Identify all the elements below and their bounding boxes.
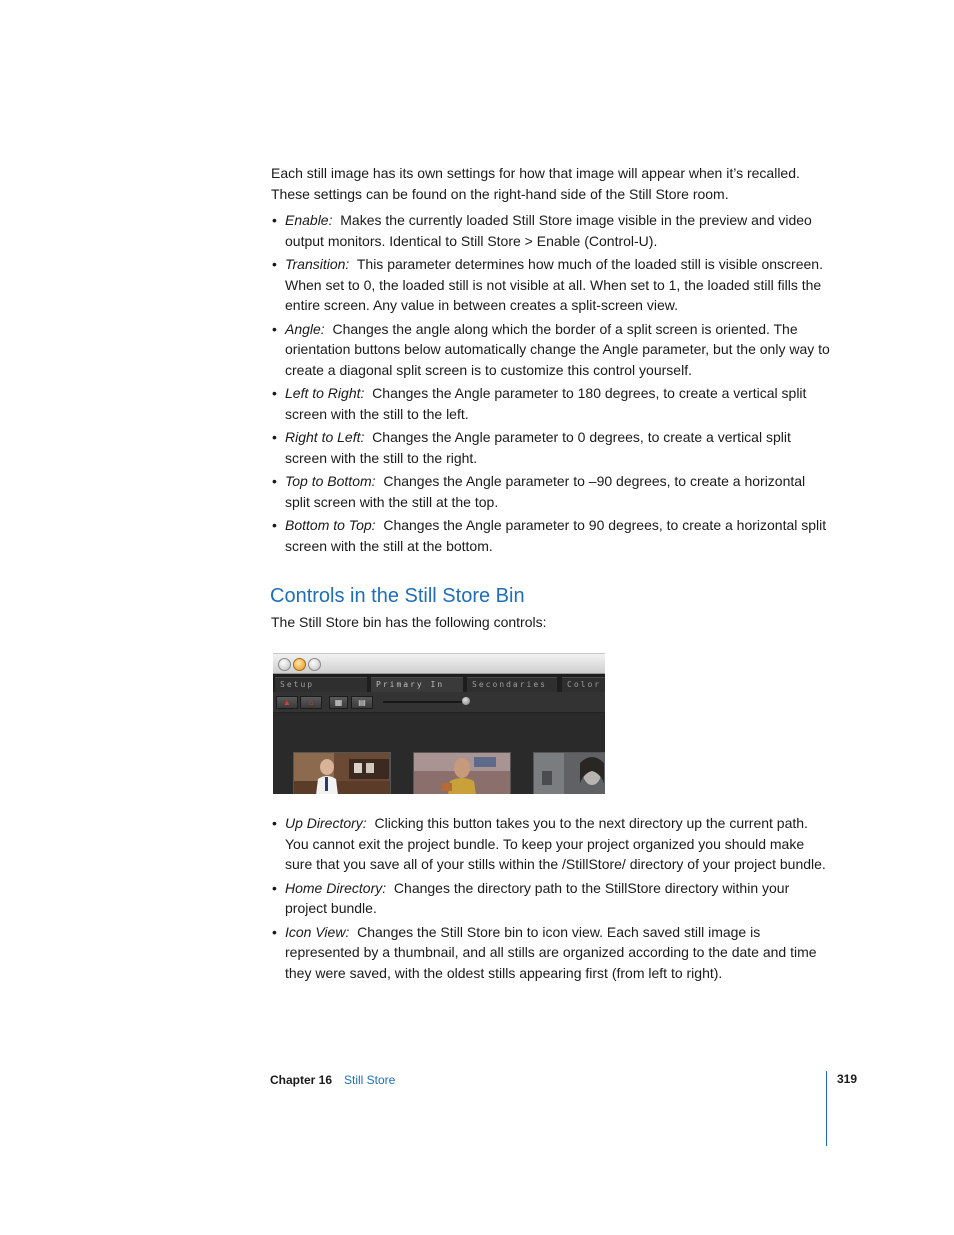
still-image-man bbox=[414, 753, 510, 794]
bin-toolbar bbox=[273, 692, 605, 713]
list-item bbox=[271, 319, 831, 381]
footer-divider bbox=[826, 1071, 827, 1146]
term: Enable: bbox=[285, 212, 333, 228]
room-tabs bbox=[273, 674, 605, 692]
term: Icon View: bbox=[285, 923, 350, 940]
still-image-woman bbox=[534, 753, 605, 794]
still-thumbnail[interactable] bbox=[533, 752, 605, 794]
tab-color-fx[interactable]: Color bbox=[562, 677, 605, 692]
still-image-office bbox=[294, 753, 390, 794]
list-item bbox=[271, 254, 831, 316]
slider-knob[interactable] bbox=[462, 697, 470, 705]
term: Angle: bbox=[285, 320, 325, 337]
list-item bbox=[271, 427, 831, 468]
bin-area bbox=[273, 713, 605, 794]
list-item bbox=[271, 210, 831, 251]
description: Changes the angle along which the border of a split screen is oriented. The orientation buttons below automatically change the Angle parameter, but the only way to create a diagonal split screen is to customize this control yourself. bbox=[285, 320, 830, 378]
description: Changes the Angle parameter to 90 degrees, to create a horizontal split screen with the still at the bottom. bbox=[285, 517, 827, 554]
list-item bbox=[271, 922, 831, 984]
term: Home Directory: bbox=[285, 879, 387, 896]
description: Changes the directory path to the StillStore directory within your project bundle. bbox=[285, 879, 790, 916]
close-button[interactable] bbox=[278, 658, 291, 671]
term: Right to Left: bbox=[285, 429, 365, 445]
icon-view-button[interactable]: ▦ bbox=[329, 696, 348, 709]
home-directory-button[interactable]: ⌂ bbox=[300, 696, 322, 709]
description: Changes the Angle parameter to 0 degrees, to create a vertical split screen with the still to the right. bbox=[285, 429, 791, 466]
zoom-button[interactable] bbox=[308, 658, 321, 671]
term: Left to Right: bbox=[285, 385, 365, 401]
tab-secondaries[interactable]: Secondaries bbox=[467, 677, 557, 692]
intro-paragraph: Each still image has its own settings for how that image will appear when it’s recalled. These settings can be found on the right-hand side of the Still Store room. bbox=[271, 165, 800, 202]
tab-primary-in[interactable]: Primary In bbox=[371, 677, 463, 692]
footer-chapter: Chapter 16 bbox=[270, 1073, 333, 1087]
list-view-button[interactable]: ▤ bbox=[351, 696, 373, 709]
term: Bottom to Top: bbox=[285, 517, 376, 533]
list-item bbox=[271, 471, 831, 512]
still-thumbnail[interactable] bbox=[413, 752, 511, 794]
still-thumbnail[interactable] bbox=[293, 752, 391, 794]
description: Changes the Angle parameter to –90 degrees, to create a horizontal split screen with the still at the top. bbox=[285, 473, 806, 510]
thumbnail-size-slider[interactable] bbox=[383, 701, 467, 703]
controls-list bbox=[271, 813, 831, 983]
description: This parameter determines how much of the loaded still is visible onscreen. When set to 0, the loaded still is not visible at all. When set to 1, the loaded still fills the entire screen. Any value in between creates a split-screen view. bbox=[285, 256, 823, 313]
window-titlebar bbox=[273, 654, 605, 674]
list-item bbox=[271, 515, 831, 556]
term: Up Directory: bbox=[285, 815, 367, 831]
up-directory-button[interactable]: ▲ bbox=[276, 696, 298, 709]
settings-list bbox=[271, 210, 831, 556]
term: Transition: bbox=[285, 256, 350, 272]
footer-section-link[interactable]: Still Store bbox=[344, 1073, 396, 1087]
minimize-button[interactable] bbox=[293, 658, 306, 671]
description: Makes the currently loaded Still Store image visible in the preview and video output monitors. Identical to Still Store > Enable (Control-U). bbox=[285, 212, 812, 249]
section-lead: The Still Store bin has the following controls: bbox=[271, 614, 547, 630]
description: Changes the Still Store bin to icon view. Each saved still image is represented by a thumbnail, and all stills are organized according to the date and time they were saved, with the oldest stills appearing first (from left to right). bbox=[285, 923, 817, 981]
list-item bbox=[271, 383, 831, 424]
list-item bbox=[271, 878, 831, 919]
still-store-bin-screenshot bbox=[273, 653, 605, 794]
term: Top to Bottom: bbox=[285, 473, 376, 489]
page-number: 319 bbox=[837, 1072, 858, 1086]
list-item bbox=[271, 813, 831, 875]
description: Changes the Angle parameter to 180 degrees, to create a vertical split screen with the still to the left. bbox=[285, 385, 807, 422]
tab-setup[interactable]: Setup bbox=[275, 677, 367, 692]
description: Clicking this button takes you to the next directory up the current path. You cannot exit the project bundle. To keep your project organized you should make sure that you save all of your stills within the /StillStore/ directory of your project bundle. bbox=[285, 815, 826, 872]
section-heading: Controls in the Still Store Bin bbox=[270, 585, 525, 607]
